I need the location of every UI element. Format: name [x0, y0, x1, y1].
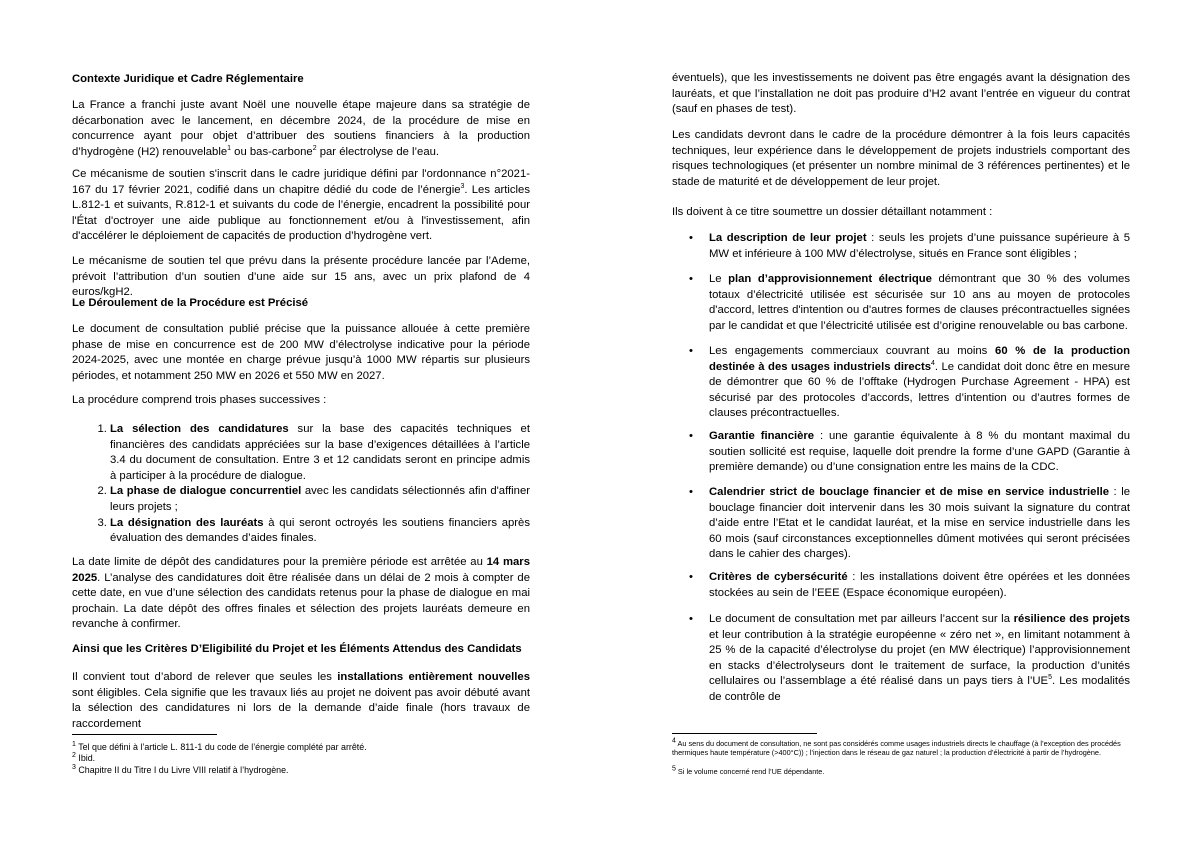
footnote-ref-4: 4 — [931, 359, 935, 367]
footnote-3: $^3$ Chapitre II du Titre I du Livre VIII relatif à l’hydrogène. — [72, 764, 289, 775]
heading-contexte: Contexte Juridique et Cadre Réglementaire — [72, 73, 304, 85]
list-item: • La description de leur projet : seuls les projets d’une puissance supérieure à 5 MW et inférieure à 100 MW d’électrolyse, situés en France sont éligibles ; — [672, 231, 1130, 262]
paragraph-phases-intro: La procédure comprend trois phases successives : — [72, 394, 327, 406]
paragraph-puissance: Le document de consultation publié précise que la puissance allouée à cette première phase de mise en concurrence est de 200 MW d’électrolyse indicative pour la période 2024-2025, avec une montée en charge prévue jusqu’à 1000 MW répartis sur plusieurs périodes, et notamment 250 MW en 2026 et 550 MW en 2027. — [72, 323, 530, 382]
footnote-ref-2: 2 — [312, 145, 317, 153]
footnote-separator — [672, 733, 817, 734]
paragraph-eventuels: éventuels), que les investissements ne doivent pas être engagés avant la désignation des lauréats, et que l’installation ne doit pas produire d’H2 avant l’entrée en vigueur du contrat (sauf en phases de test). — [672, 72, 1130, 116]
footnote-2: $^2$ Ibid. — [72, 752, 96, 763]
paragraph-installations: Il convient tout d’abord de relever que seules les installations entièrement nouvelles sont éligibles. Cela signifie que les travaux liés au projet ne doivent pas avoir débuté avant la sélection des candidatures ni lors de la demande d’aide finale (hors travaux de raccordement — [72, 671, 530, 730]
list-item: • Critères de cybersécurité : les installations doivent être opérées et les données stockées au sein de l’EEE (Espace économique européen). — [672, 570, 1130, 601]
list-item: • Le plan d’approvisionnement électrique démontrant que 30 % des volumes totaux d’électricité utilisée est sécurisée sur 10 ans au moyen de protocoles d'accord, lettres d'intention ou d'autres formes de clauses précontractuelles signées par le candidat et que l’électricité utilisée est d’origine renouvelable ou bas carbone. — [672, 272, 1130, 334]
footnote-ref-1: 1 — [227, 145, 232, 153]
list-item: 1. La sélection des candidatures sur la base des capacités techniques et financières des candidats appréciées sur la base d’exigences détaillées à l’article 3.4 du document de consultation. Entre 3 et 12 candidats seront en principe admis à participer à la procédure de dialogue. — [110, 422, 530, 484]
footnote-separator — [72, 734, 217, 735]
footnote-ref-5: 5 — [1048, 674, 1052, 682]
paragraph-cadre: Ce mécanisme de soutien s'inscrit dans le cadre juridique défini par l'ordonnance n°2021-167 du 17 février 2021, codifié dans un chapitre dédié du code de l’énergie$^3$. Les articles L.812-1 et suivants, R.812-1 et suivants du code de l’énergie, encadrent la possibilité pour l'État d'octroyer une aide publique au fonctionnement et/ou à l'investissement, afin d'accélérer le déploiement de capacités de production d’hydrogène vert. — [72, 168, 530, 243]
footnote-ref-3: 3 — [460, 182, 465, 190]
footnote-1: $^1$ Tel que défini à l’article L. 811-1 du code de l’énergie complété par arrêté. — [72, 741, 367, 752]
paragraph-mecanisme: Le mécanisme de soutien tel que prévu dans la présente procédure lancée par l’Ademe, prévoit l’attribution d’un soutien d’une aide sur 15 ans, avec un prix plafond de 4 euros/kgH2. — [72, 255, 530, 299]
heading-criteres: Ainsi que les Critères D’Eligibilité du Projet et les Éléments Attendus des Candidats — [72, 643, 522, 655]
list-item: • Les engagements commerciaux couvrant au moins 60 % de la production destinée à des usages industriels directs$^4$. Le candidat doit donc être en mesure de démontrer que 60 % de l’offtake (Hydrogen Purchase Agreement - HPA) est sécurisé par des protocoles d’accords, lettres d’intention ou d’autres formes de clauses précontractuelles. — [672, 344, 1130, 422]
footnote-4: $^4$ Au sens du document de consultation, ne sont pas considérés comme usages industriels directs le chauffage (à l’exception des procédés thermiques haute température (>400°C)) ; l’injection dans le réseau de gaz naturel ; la production d’électricité à partir de l’hydrogène. — [672, 737, 1121, 758]
phases-list — [72, 422, 530, 547]
list-item: 3. La désignation des lauréats à qui seront octroyés les soutiens financiers après évaluation des demandes d’aides finales. — [110, 516, 530, 547]
paragraph-intro: La France a franchi juste avant Noël une nouvelle étape majeure dans sa stratégie de décarbonation avec le lancement, en décembre 2024, de la procédure de mise en concurrence ayant pour objet d’attribuer des soutiens financiers à la production d’hydrogène (H2) renouvelable$^1$ ou bas-carbone$^2$ par électrolyse de l’eau. — [72, 99, 530, 158]
heading-deroulement: Le Déroulement de la Procédure est Précisé — [72, 297, 309, 309]
list-item: • Garantie financière : une garantie équivalente à 8 % du montant maximal du soutien sollicité est requise, laquelle doit prendre la forme d’une GAPD (Garantie à première demande) ou d’une consignation entre les mains de la CDC. — [672, 429, 1130, 476]
list-item: • Calendrier strict de bouclage financier et de mise en service industrielle : le bouclage financier doit intervenir dans les 30 mois suivant la signature du contrat d’aide entre l’Etat et le candidat lauréat, et la mise en service industrielle dans les 60 mois (sauf circonstances exceptionnelles dûment motivées qui seront précisées dans le cahier des charges). — [672, 485, 1130, 563]
footnote-5: $^5$ Si le volume concerné rend l’UE dépendante. — [672, 765, 825, 776]
paragraph-dossier-intro: Ils doivent à ce titre soumettre un dossier détaillant notamment : — [672, 206, 993, 218]
list-item: • Le document de consultation met par ailleurs l’accent sur la résilience des projets et leur contribution à la stratégie européenne « zéro net », en limitant notamment à 25 % de la capacité d’électrolyse du projet (en MW électrique) l’approvisionnement en stacks d’électrolyseurs dont le traitement de surface, la production d’unités cellulaires ou l’assemblage a été réalisé dans un pays tiers à $l’UE^5$. Les modalités de contrôle de — [672, 612, 1130, 706]
paragraph-date-limite: La date limite de dépôt des candidatures pour la première période est arrêtée au 14 mars 2025. L’analyse des candidatures doit être réalisée dans un délai de 2 mois à compter de cette date, en vue d’une sélection des candidats retenus pour la phase de dialogue en mai prochain. La date dépôt des offres finales et sélection des projets lauréats demeure en revanche à confirmer. — [72, 556, 530, 631]
list-item: 2. La phase de dialogue concurrentiel avec les candidats sélectionnés afin d'affiner leurs projets ; — [110, 484, 530, 515]
paragraph-candidats: Les candidats devront dans le cadre de la procédure démontrer à la fois leurs capacités techniques, leur expérience dans le développement de projets industriels comportant des risques technologiques (et présenter un nombre minimal de 3 références pertinentes) et le stade de maturité et de développement de leur projet. — [672, 129, 1130, 188]
